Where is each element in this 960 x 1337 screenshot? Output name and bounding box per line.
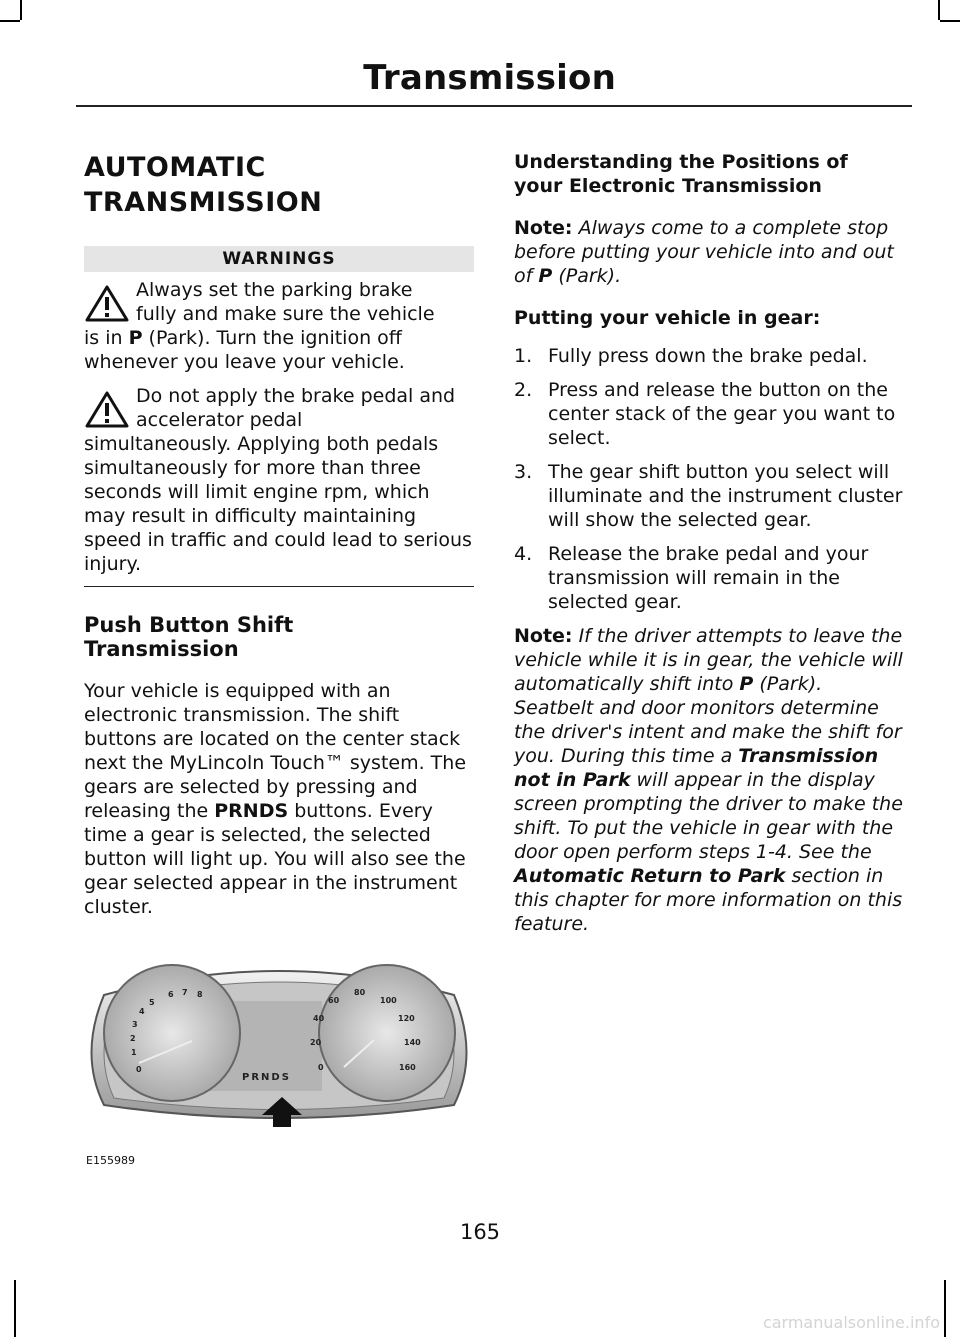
warning2-line1: Do not apply the brake pedal and [136, 385, 456, 407]
crop-mark [944, 1280, 946, 1337]
note-label: Note: [514, 217, 573, 239]
section-title-line2: TRANSMISSION [84, 187, 323, 218]
step-number: 3. [514, 461, 533, 483]
note-complete-stop [514, 216, 906, 288]
warning-parking-brake [84, 278, 474, 374]
page-header-title: Transmission [363, 58, 616, 98]
note2-text-c: will appear in the display screen prompting the driver to make the shift. To put the vehicle in gear with the door open perform steps 1-4. See the [514, 769, 903, 863]
positions-heading-line1: Understanding the Positions of [514, 151, 848, 173]
positions-heading-line2: your Electronic Transmission [514, 175, 822, 197]
transmission-not-in-park-label: Transmission not in Park [514, 745, 879, 791]
speed-label: 60 [328, 996, 340, 1005]
warning-triangle-icon [84, 284, 130, 324]
push-para-text: Your vehicle is equipped with an electronic transmission. The shift buttons are located on the center stack next the MyLincoln Touch™ system. The gears are selected by pressing and releasing the [84, 680, 467, 822]
park-letter: P [739, 673, 754, 695]
section-title [84, 150, 474, 220]
warning2-text: simultaneously. Applying both pedals simultaneously for more than three seconds will limit engine rpm, which may result in difficulty maintaining speed in traffic and could lead to serious injury. [84, 433, 472, 575]
step-number: 1. [514, 345, 533, 367]
push-button-heading [84, 613, 474, 661]
figure-code: E155989 [86, 1154, 135, 1167]
step-text: The gear shift button you select will illuminate and the instrument cluster will show the selected gear. [548, 461, 903, 531]
warning1-text: is in [84, 327, 129, 349]
warning-triangle-icon [84, 390, 130, 430]
tach-label: 1 [131, 1048, 137, 1057]
step-text: Fully press down the brake pedal. [548, 345, 868, 367]
list-item [514, 344, 906, 368]
speedometer-dial [319, 965, 455, 1101]
park-letter: P [538, 265, 553, 287]
tachometer-dial [104, 965, 240, 1101]
right-column [514, 150, 906, 950]
speed-label: 20 [310, 1038, 322, 1047]
speed-label: 160 [399, 1063, 416, 1072]
steps-list [514, 344, 906, 614]
speed-label: 80 [354, 988, 366, 997]
gear-display: PRNDS [242, 1072, 291, 1083]
warning1-line2: fully and make sure the vehicle [136, 303, 435, 325]
park-letter: P [128, 327, 143, 349]
crop-mark [0, 20, 20, 22]
note2-text-d: section in this chapter for more information on this feature. [514, 865, 903, 935]
speed-label: 100 [380, 996, 397, 1005]
positions-heading [514, 150, 906, 198]
warnings-divider [84, 586, 474, 587]
note2-text-b: (Park). Seatbelt and door monitors determine the driver's intent and make the shift for you. During this time a [514, 673, 902, 767]
section-title-line1: AUTOMATIC [84, 152, 266, 183]
speed-label: 120 [398, 1014, 415, 1023]
tach-label: 4 [139, 1007, 145, 1016]
tach-label: 3 [132, 1020, 138, 1029]
tach-label: 2 [130, 1034, 136, 1043]
note1-text: Always come to a complete stop before putting your vehicle into and out of [514, 217, 894, 287]
instrument-cluster-illustration [84, 955, 474, 1175]
crop-mark [20, 0, 22, 20]
push-para-text-cont: buttons. Every time a gear is selected, the selected button will light up. You will also see the gear selected appear in the instrument cluster. [84, 800, 466, 918]
note-auto-park [514, 624, 906, 936]
note2-text-a: If the driver attempts to leave the vehicle while it is in gear, the vehicle will automatically shift into [514, 625, 903, 695]
list-item [514, 542, 906, 614]
speed-label: 0 [318, 1063, 324, 1072]
step-number: 2. [514, 379, 533, 401]
automatic-return-to-park-label: Automatic Return to Park [514, 865, 786, 887]
crop-mark [938, 0, 940, 20]
tach-label: 0 [136, 1065, 142, 1074]
warning1-line1: Always set the parking brake [136, 279, 413, 301]
warning-pedals [84, 384, 474, 576]
step-number: 4. [514, 543, 533, 565]
prnds-label: PRNDS [214, 800, 289, 822]
speed-label: 40 [313, 1014, 325, 1023]
list-item [514, 460, 906, 532]
note-label: Note: [514, 625, 573, 647]
list-item [514, 378, 906, 450]
warnings-heading: WARNINGS [84, 246, 474, 272]
push-heading-line1: Push Button Shift [84, 613, 294, 637]
crop-mark [940, 20, 960, 22]
warning2-line2: accelerator pedal [136, 409, 303, 431]
tach-label: 7 [182, 988, 188, 997]
tach-label: 6 [168, 990, 174, 999]
header-divider [76, 105, 912, 107]
speed-label: 140 [404, 1038, 421, 1047]
tach-label: 8 [197, 990, 203, 999]
warning1-text-cont: (Park). Turn the ignition off whenever you leave your vehicle. [84, 327, 405, 373]
left-column [84, 150, 474, 933]
step-text: Release the brake pedal and your transmission will remain in the selected gear. [548, 543, 869, 613]
putting-in-gear-heading: Putting your vehicle in gear: [514, 307, 821, 329]
note1-text-cont: (Park). [552, 265, 622, 287]
page-number: 165 [459, 1220, 501, 1244]
tach-label: 5 [149, 998, 155, 1007]
crop-mark [14, 1280, 16, 1337]
push-heading-line2: Transmission [84, 637, 239, 661]
watermark: carmanualsonline.info [762, 1313, 940, 1332]
push-button-paragraph [84, 679, 474, 919]
step-text: Press and release the button on the center stack of the gear you want to select. [548, 379, 896, 449]
